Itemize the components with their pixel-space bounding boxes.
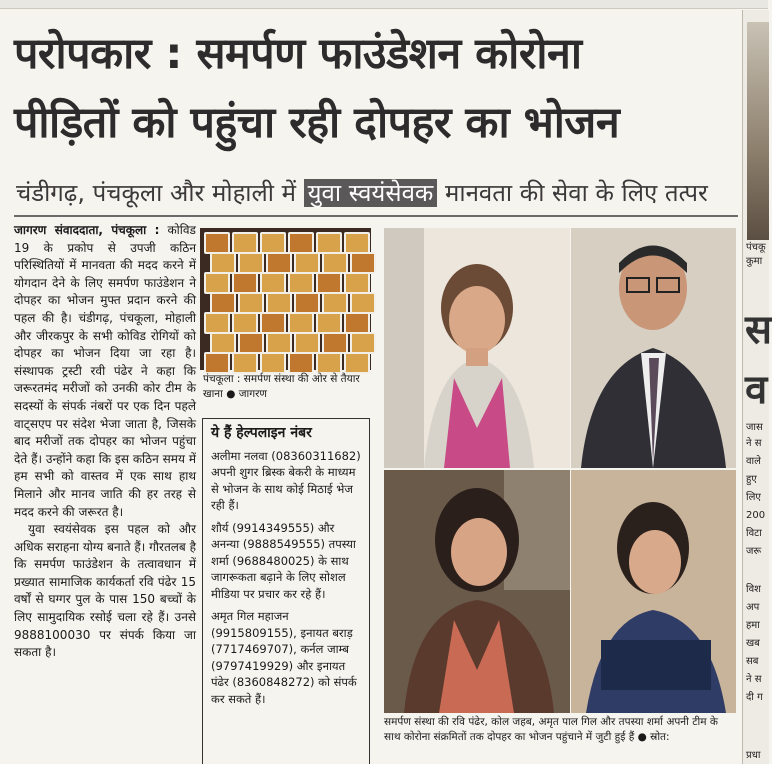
food-box — [294, 332, 320, 354]
adjacent-text-line: 200 — [746, 510, 766, 521]
woman-pink-scarf-illustration — [384, 228, 570, 468]
team-photo-caption: समर्पण संस्था की रवि पंढेर, कोल जहब, अमृत पाल गिल और तपस्या शर्मा अपनी टीम के साथ कोरोना संक्रमितों तक दोपहर का भोजन पहुंचाने में जुटी हुई हैं ● स्रोत: — [384, 716, 718, 743]
young-woman-illustration — [571, 470, 736, 713]
adjacent-text-line: वाले — [746, 456, 761, 467]
adjacent-text-line: ने स — [746, 674, 762, 685]
headline-line-1: परोपकार : समर्पण फाउंडेशन कोरोना — [14, 29, 582, 79]
food-box — [316, 352, 342, 374]
adjacent-text-line: विश — [746, 584, 761, 595]
woman-scarf-smiling-photo — [384, 470, 570, 713]
food-box — [316, 232, 342, 254]
food-box — [238, 252, 264, 274]
food-box — [288, 352, 314, 374]
article-byline: जागरण संवाददाता, पंचकूला : — [14, 223, 160, 237]
adjacent-text-line: खब — [746, 638, 760, 649]
food-box — [350, 292, 376, 314]
food-box — [350, 332, 376, 354]
food-box — [288, 232, 314, 254]
adjacent-text-line: लिए — [746, 492, 761, 503]
article-paragraph-2: युवा स्वयंसेवक इस पहल को और अधिक सराहना योग्य बनाते हैं। गौरतलब है कि समर्पण फाउंडेशन के तत्वावधान में प्रख्यात सामाजिक कार्यकर्ता रवि पंढेर 15 वर्षों से घग्गर पुल के पास 150 बच्चों के लिए सामुदायिक रसोई चला रहे हैं। उनसे 9888100030 पर संपर्क किया जा सकता है। — [14, 522, 196, 660]
adjacent-text-line: जरू — [746, 546, 762, 557]
food-box — [260, 312, 286, 334]
adjacent-text-line: सब — [746, 656, 759, 667]
young-woman-photo — [571, 470, 736, 713]
food-box — [232, 272, 258, 294]
food-box — [322, 332, 348, 354]
headline-rule — [14, 215, 738, 217]
food-box — [204, 272, 230, 294]
adjacent-photo — [747, 22, 769, 240]
food-box — [350, 252, 376, 274]
adjacent-text-line: अप — [746, 602, 760, 613]
adjacent-text-line: जास — [746, 422, 763, 433]
food-box — [266, 332, 292, 354]
food-box — [260, 232, 286, 254]
food-box — [260, 272, 286, 294]
food-box — [210, 332, 236, 354]
article-paragraph-1: जागरण संवाददाता, पंचकूला : कोविड 19 के प्रकोप से उपजी कठिन परिस्थितियों में मानवता की मदद करने में योगदान देने के लिए समर्पण फाउंडेशन ने दोपहर का भोजन मुफ्त प्रदान करने की पहल की है। चंडीगढ़, पंचकूला, मोहाली और जीरकपुर के सभी कोविड रोगियों को दोपहर का भोजन दिया जा रहा है। संस्थापक ट्रस्टी रवी पंढेर ने कहा कि जरूरतमंद मरीजों को उनकी कोर टीम के सदस्यों के संपर्क नंबरों पर एक दिन पहले वाट्सएप पर संदेश भेजा जाता है, जिसके बाद मरीजों तक दोपहर का भोजन पहुंचा देते हैं। उन्होंने कहा कि इस कठिन समय में हम सभी को वास्तव में एक साथ हाथ मिलाने और मानव जाति की हर तरह से मदद करने की जरूरत है। — [14, 223, 196, 519]
subhead-highlight: युवा स्वयंसेवक — [304, 179, 438, 207]
woman-pink-scarf-photo — [384, 228, 570, 468]
food-box — [204, 312, 230, 334]
food-box — [260, 352, 286, 374]
adjacent-caption-1: पंचकू — [746, 242, 766, 253]
adjacent-text-line: हमा — [746, 620, 760, 631]
food-box — [210, 292, 236, 314]
adjacent-text-line: ने स — [746, 438, 762, 449]
adjacent-caption-2: कुमा — [746, 256, 763, 267]
food-photo-caption: पंचकूला : समर्पण संस्था की ओर से तैयार खाना ● जागरण — [203, 373, 360, 400]
food-box — [344, 232, 370, 254]
article-body — [14, 222, 196, 662]
food-box — [266, 252, 292, 274]
food-box — [316, 272, 342, 294]
adjacent-text-line: दी ग — [746, 692, 763, 703]
helpline-paragraph-3: अमृत गिल महाजन (9915809155), इनायत बराड़ (7717469707), कर्नल जाम्ब (9797419929) और इनायत पंढेर (8360848272) को संपर्क कर सकते हैं। — [211, 609, 357, 706]
food-box — [266, 292, 292, 314]
food-box — [204, 232, 230, 254]
food-box — [344, 352, 370, 374]
food-box — [232, 352, 258, 374]
adjacent-text-line: प्रधा — [746, 750, 761, 761]
food-box — [232, 232, 258, 254]
helpline-paragraph-2: शौर्य (9914349555) और अनन्या (9888549555) तपस्या शर्मा (9688480025) के साथ जागरूकता बढ़ाने के लिए सोशल मीडिया पर प्रचार कर रहे हैं। — [211, 520, 356, 601]
man-glasses-photo — [571, 228, 736, 468]
food-box — [288, 312, 314, 334]
food-box — [316, 312, 342, 334]
subhead-after: मानवता की सेवा के लिए तत्पर — [445, 179, 708, 207]
adjacent-article-sidebar — [742, 10, 772, 764]
food-box — [322, 292, 348, 314]
food-box — [288, 272, 314, 294]
food-box — [344, 272, 370, 294]
adjacent-text-line: हुए — [746, 474, 757, 485]
food-box — [294, 252, 320, 274]
food-box — [204, 352, 230, 374]
subhead-before: चंडीगढ़, पंचकूला और मोहाली में — [16, 179, 296, 207]
subheadline — [16, 176, 736, 210]
woman-scarf-smiling-illustration — [384, 470, 570, 713]
man-glasses-illustration — [571, 228, 736, 468]
food-box — [232, 312, 258, 334]
adjacent-text-line: विटा — [746, 528, 762, 539]
previous-page-strip — [0, 0, 768, 9]
food-boxes-photo — [200, 228, 371, 370]
food-box — [344, 312, 370, 334]
food-box — [210, 252, 236, 274]
food-box — [238, 292, 264, 314]
food-box — [322, 252, 348, 274]
adjacent-headline-1: स — [745, 307, 772, 353]
food-box — [238, 332, 264, 354]
headline-line-2: पीड़ितों को पहुंचा रही दोपहर का भोजन — [14, 98, 620, 148]
helpline-paragraph-1: अलीमा नलवा (08360311682) अपनी शुगर ब्रिस्क बेकरी के माध्यम से भोजन के साथ कोई मिठाई भेज रही हैं। — [211, 448, 361, 512]
adjacent-headline-2: व — [745, 367, 768, 413]
food-box — [294, 292, 320, 314]
helpline-box — [202, 418, 370, 764]
helpline-title: ये हैं हेल्पलाइन नंबर — [211, 425, 312, 441]
